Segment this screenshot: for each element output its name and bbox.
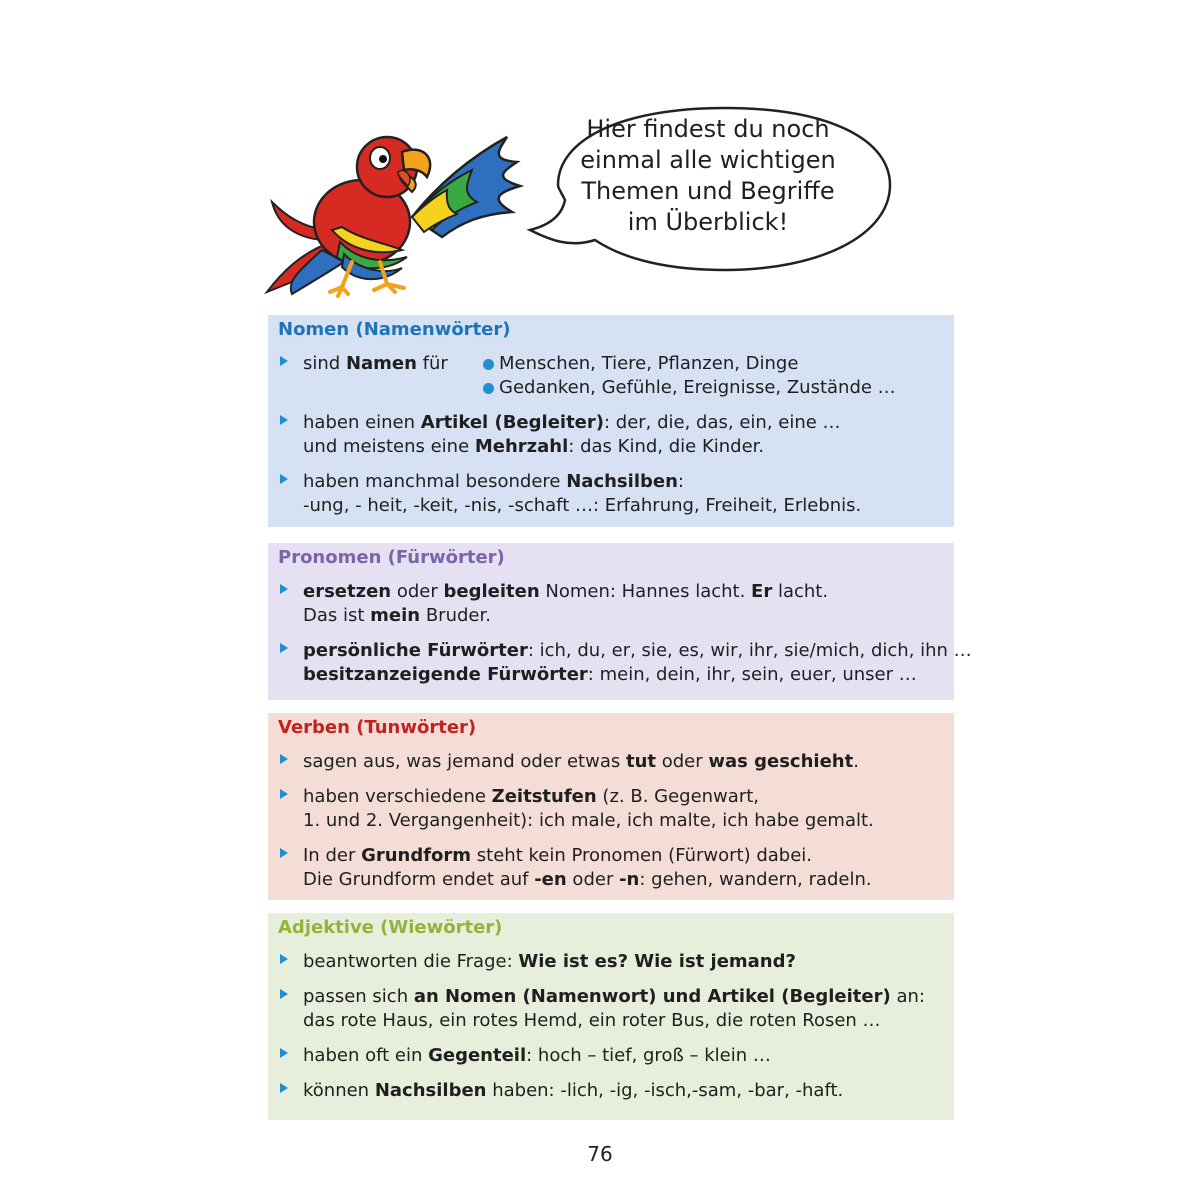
text: : ich, du, er, sie, es, wir, ihr, sie/mich, dich, ihn …	[527, 640, 972, 661]
bold-text: persönliche Fürwörter	[303, 640, 528, 661]
list-item	[278, 411, 944, 459]
parrot-illustration	[262, 122, 527, 300]
text: lacht.	[772, 581, 829, 602]
dot-bullet-icon	[483, 359, 494, 370]
text: haben: -lich, -ig, -isch,-sam, -bar, -haft.	[486, 1080, 844, 1101]
adjektive-box	[268, 913, 954, 1120]
text: -ung, - heit, -keit, -nis, -schaft …: Erfahrung, Freiheit, Erlebnis.	[303, 495, 862, 516]
text: können	[303, 1080, 375, 1101]
list-item	[278, 950, 944, 974]
bold-text: Grundform	[361, 845, 472, 866]
text: an:	[890, 986, 925, 1007]
bubble-line: Hier findest du noch	[586, 115, 830, 143]
text: Das ist	[303, 605, 371, 626]
list-item	[278, 352, 944, 400]
text: oder	[566, 869, 620, 890]
text: : der, die, das, ein, eine …	[603, 412, 841, 433]
bold-text: besitzanzeigende Fürwörter	[303, 664, 588, 685]
triangle-bullet-icon	[280, 789, 288, 799]
list-item	[278, 580, 944, 628]
text: steht kein Pronomen (Fürwort) dabei.	[471, 845, 812, 866]
nomen-title: Nomen (Namenwörter)	[278, 319, 511, 340]
adjektive-title: Adjektive (Wiewörter)	[278, 917, 503, 938]
text: sind	[303, 353, 346, 374]
speech-bubble-text	[548, 114, 868, 238]
list-item	[278, 844, 944, 892]
triangle-bullet-icon	[280, 415, 288, 425]
bold-text: -n	[619, 869, 640, 890]
bold-text: an Nomen (Namenwort) und Artikel (Begleiter)	[413, 986, 891, 1007]
triangle-bullet-icon	[280, 954, 288, 964]
text: .	[853, 751, 859, 772]
text: beantworten die Frage:	[303, 951, 519, 972]
bold-text: Namen	[345, 353, 417, 374]
list-item	[278, 785, 944, 833]
triangle-bullet-icon	[280, 1048, 288, 1058]
text: : gehen, wandern, radeln.	[639, 869, 872, 890]
text: :	[677, 471, 684, 492]
bubble-line: Themen und Begriffe	[581, 177, 835, 205]
text: und meistens eine	[303, 436, 475, 457]
bold-text: Zeitstufen	[491, 786, 597, 807]
triangle-bullet-icon	[280, 474, 288, 484]
text: Menschen, Tiere, Pflanzen, Dinge	[499, 353, 799, 374]
text: haben einen	[303, 412, 421, 433]
text: haben oft ein	[303, 1045, 429, 1066]
text: : hoch – tief, groß – klein …	[526, 1045, 771, 1066]
text: Nomen: Hannes lacht.	[539, 581, 752, 602]
pronomen-title: Pronomen (Fürwörter)	[278, 547, 505, 568]
bubble-line: im Überblick!	[627, 208, 789, 236]
list-item	[278, 1044, 944, 1068]
bold-text: Mehrzahl	[474, 436, 569, 457]
list-item	[278, 470, 944, 518]
bold-text: Nachsilben	[566, 471, 678, 492]
triangle-bullet-icon	[280, 584, 288, 594]
bold-text: Er	[751, 581, 773, 602]
text: Gedanken, Gefühle, Ereignisse, Zustände …	[499, 377, 896, 398]
text: oder	[656, 751, 709, 772]
triangle-bullet-icon	[280, 1083, 288, 1093]
text: für	[416, 353, 448, 374]
triangle-bullet-icon	[280, 356, 288, 366]
triangle-bullet-icon	[280, 848, 288, 858]
dot-bullet-icon	[483, 383, 494, 394]
text: haben manchmal besondere	[303, 471, 567, 492]
triangle-bullet-icon	[280, 754, 288, 764]
bubble-line: einmal alle wichtigen	[580, 146, 836, 174]
bold-text: Wie ist es? Wie ist jemand?	[518, 951, 796, 972]
list-item	[278, 639, 972, 687]
text: haben verschiedene	[303, 786, 492, 807]
text: In der	[303, 845, 362, 866]
bold-text: Nachsilben	[374, 1080, 487, 1101]
text: Die Grundform endet auf	[303, 869, 535, 890]
triangle-bullet-icon	[280, 989, 288, 999]
bold-text: Artikel (Begleiter)	[420, 412, 604, 433]
list-item	[278, 1079, 944, 1103]
bold-text: Gegenteil	[428, 1045, 527, 1066]
text: : mein, dein, ihr, sein, euer, unser …	[587, 664, 917, 685]
text: : das Kind, die Kinder.	[568, 436, 765, 457]
verben-box	[268, 713, 954, 900]
list-item	[278, 750, 944, 774]
list-item	[278, 985, 944, 1033]
text: passen sich	[303, 986, 414, 1007]
text: oder	[391, 581, 444, 602]
text: (z. B. Gegenwart,	[596, 786, 759, 807]
nomen-box	[268, 315, 954, 527]
pronomen-box	[268, 543, 972, 700]
bold-text: tut	[625, 751, 656, 772]
verben-title: Verben (Tunwörter)	[278, 717, 477, 738]
page-number: 76	[587, 1142, 613, 1166]
bold-text: ersetzen	[303, 581, 392, 602]
text: sagen aus, was jemand oder etwas	[303, 751, 626, 772]
text: Bruder.	[420, 605, 491, 626]
bold-text: was geschieht	[708, 751, 854, 772]
bold-text: -en	[534, 869, 567, 890]
bold-text: begleiten	[443, 581, 540, 602]
bold-text: mein	[370, 605, 421, 626]
triangle-bullet-icon	[280, 643, 288, 653]
text: das rote Haus, ein rotes Hemd, ein roter Bus, die roten Rosen …	[303, 1010, 881, 1031]
text: 1. und 2. Vergangenheit): ich male, ich malte, ich habe gemalt.	[303, 810, 874, 831]
